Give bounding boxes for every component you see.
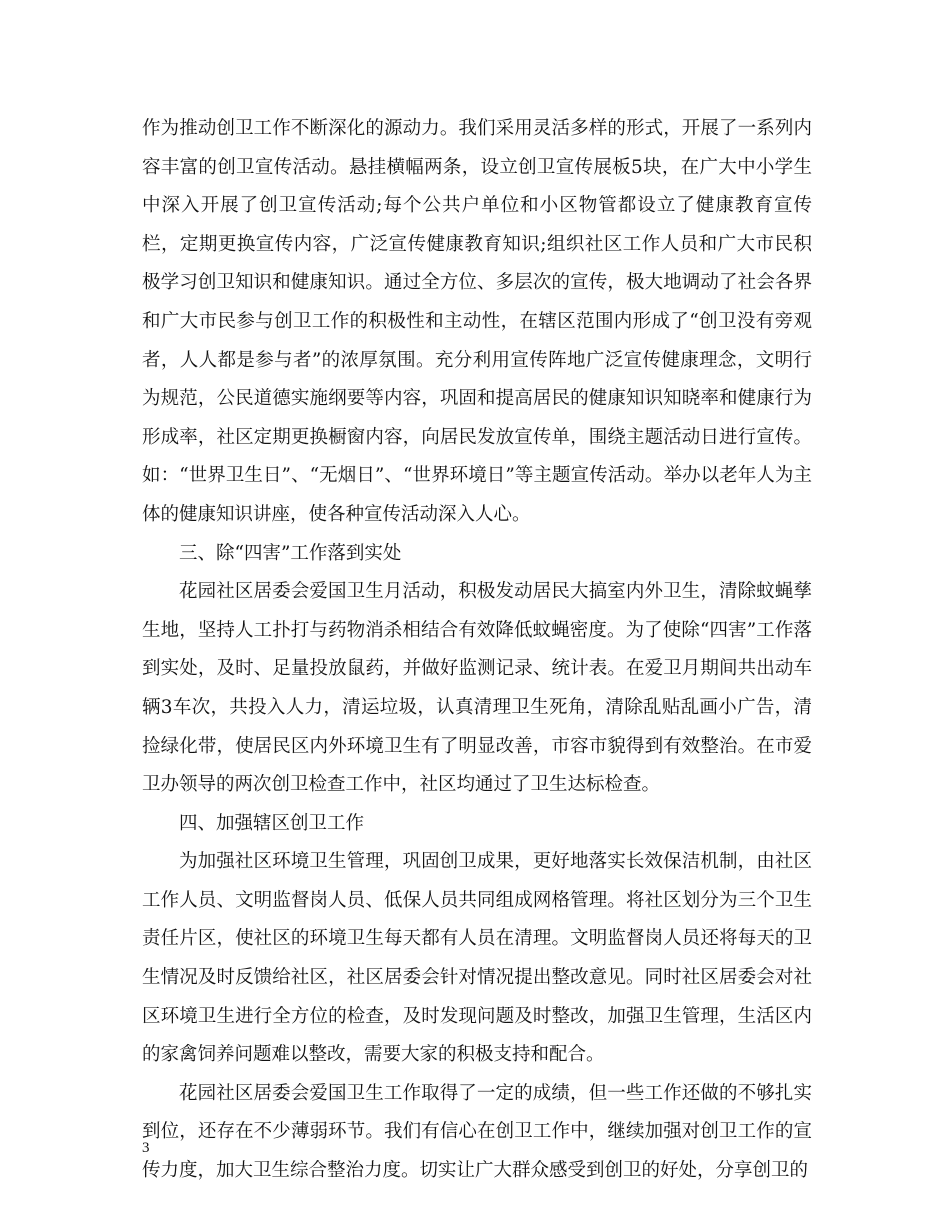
paragraph-pest-control: 花园社区居委会爱国卫生月活动，积极发动居民大搞室内外卫生，清除蚊蝇孳生地，坚持人工扑打与药物消杀相结合有效降低蚊蝇密度。为了使除“四害”工作落到实处，及时、足量投放鼠药，并做好监测记录、统计表。在爱卫月期间共出动车辆3车次，共投入人力，清运垃圾，认真清理卫生死角，清除乱贴乱画小广告，清捡绿化带，使居民区内外环境卫生有了明显改善，市容市貌得到有效整治。在市爱卫办领导的两次创卫检查工作中，社区均通过了卫生达标检查。	[142, 581, 812, 796]
section-heading-district-sanitation: 四、加强辖区创卫工作	[179, 812, 365, 834]
document-body	[142, 110, 812, 1191]
paragraph-summary: 花园社区居委会爱国卫生工作取得了一定的成绩，但一些工作还做的不够扎实到位，还存在不少薄弱环节。我们有信心在创卫工作中，继续加强对创卫工作的宣传力度，加大卫生综合整治力度。切实让广大群众感受到创卫的好处，分享创卫的	[142, 1082, 812, 1182]
paragraph-district-sanitation: 为加强社区环境卫生管理，巩固创卫成果，更好地落实长效保洁机制，由社区工作人员、文明监督岗人员、低保人员共同组成网格管理。将社区划分为三个卫生责任片区，使社区的环境卫生每天都有人员在清理。文明监督岗人员还将每天的卫生情况及时反馈给社区，社区居委会针对情况提出整改意见。同时社区居委会对社区环境卫生进行全方位的检查，及时发现问题及时整改，加强卫生管理，生活区内的家禽饲养问题难以整改，需要大家的积极支持和配合。	[142, 851, 812, 1066]
page-number: 3	[142, 1140, 150, 1156]
paragraph-propaganda-continued: 作为推动创卫工作不断深化的源动力。我们采用灵活多样的形式，开展了一系列内容丰富的创卫宣传活动。悬挂横幅两条，设立创卫宣传展板5块，在广大中小学生中深入开展了创卫宣传活动;每个公共户单位和小区物管都设立了健康教育宣传栏，定期更换宣传内容，广泛宣传健康教育知识;组织社区工作人员和广大市民积极学习创卫知识和健康知识。通过全方位、多层次的宣传，极大地调动了社会各界和广大市民参与创卫工作的积极性和主动性，在辖区范围内形成了“创卫没有旁观者，人人都是参与者”的浓厚氛围。充分利用宣传阵地广泛宣传健康理念，文明行为规范，公民道德实施纲要等内容，巩固和提高居民的健康知识知晓率和健康行为形成率，社区定期更换橱窗内容，向居民发放宣传单，围绕主题活动日进行宣传。如：“世界卫生日”、“无烟日”、“世界环境日”等主题宣传活动。举办以老年人为主体的健康知识讲座，使各种宣传活动深入人心。	[142, 118, 812, 525]
section-heading-pest-control: 三、除“四害”工作落到实处	[179, 542, 402, 564]
